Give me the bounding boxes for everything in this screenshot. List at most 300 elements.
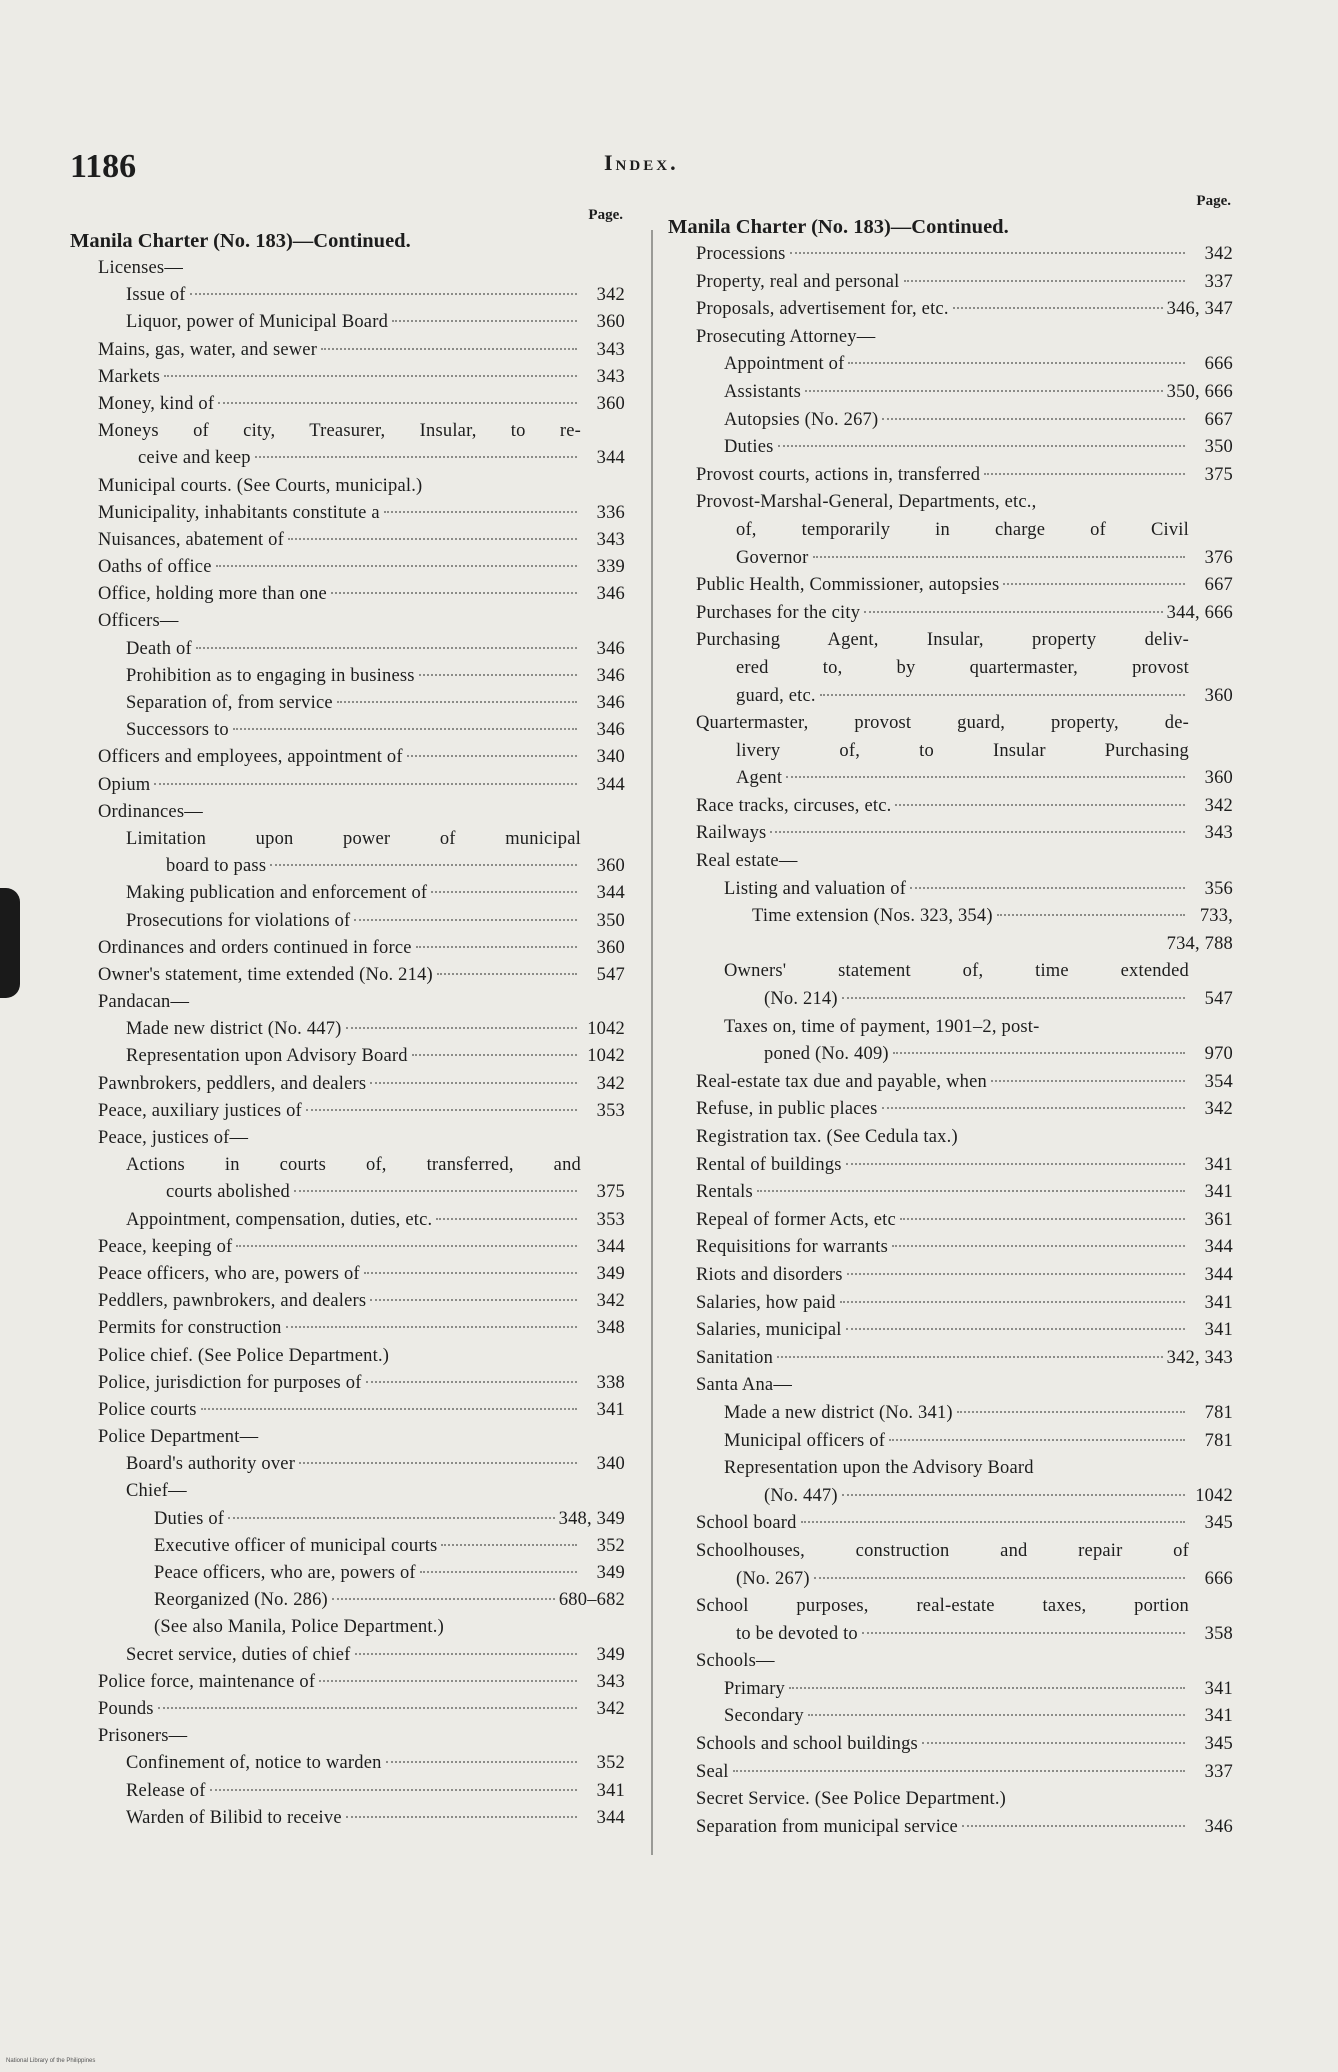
index-entry [70,309,625,336]
scan-credit: National Library of the Philippines [6,2058,96,2064]
entry-label: Prohibition as to engaging in business [126,665,415,686]
index-entry [70,1016,625,1043]
index-entry [70,255,625,282]
entry-page-ref: 344 [596,774,625,795]
entry-label: Purchases for the city [696,602,861,623]
dot-leader [270,864,577,866]
entry-label: Separation of, from service [126,693,333,713]
dot-leader [922,1742,1185,1744]
index-entry [70,1315,625,1342]
entry-label: Peace, justices of— [98,1128,249,1148]
index-entry [668,1786,1233,1814]
dot-leader [331,592,577,594]
entry-label: Prisoners— [98,1726,188,1747]
index-entry [70,799,625,826]
dot-leader [957,1411,1185,1413]
entry-label: Time extension (Nos. 323, 354) [752,906,993,927]
entry-page-ref: 356 [1204,878,1233,899]
entry-page-ref: 360 [1204,768,1233,789]
index-entry [668,1179,1233,1207]
index-entry [668,1731,1233,1759]
entry-label: Santa Ana— [696,1375,793,1396]
index-entry [70,1207,625,1234]
index-entry [668,379,1233,407]
dot-leader [892,1245,1185,1247]
index-entry [668,1400,1233,1428]
index-entry [668,848,1233,876]
entry-page-ref: 341 [1204,1182,1233,1203]
entry-label: ceive and keep [138,448,251,469]
entry-label: Race tracks, circuses, etc. [696,795,892,816]
index-entry [70,962,625,989]
index-entry [668,1483,1233,1511]
entry-label: Moneys of city, Treasurer, Insular, to re- [98,421,581,442]
index-entry [668,1566,1233,1594]
entry-page-ref: 733, [1199,906,1233,927]
entry-page-ref: 342 [1204,1099,1233,1120]
entry-label: (No. 267) [736,1568,810,1589]
entry-label: Made a new district (No. 341) [724,1402,953,1423]
dot-leader [306,1109,577,1111]
entry-page-ref: 667 [1204,409,1233,430]
entry-page-ref: 346 [596,693,625,713]
index-entry [668,1428,1233,1456]
entry-page-ref: 350 [596,910,625,931]
index-entry [668,1096,1233,1124]
index-entry [668,1510,1233,1538]
dot-leader [846,1328,1185,1330]
entry-label: Repeal of former Acts, etc [696,1209,896,1230]
dot-leader [431,891,577,893]
dot-leader [321,348,577,350]
dot-leader [862,1632,1185,1634]
dot-leader [196,647,577,649]
entry-page-ref: 361 [1204,1209,1233,1230]
entry-page-ref: 346 [596,638,625,659]
index-entry [668,738,1233,766]
dot-leader [354,919,577,921]
entry-label: Rentals [696,1182,753,1203]
entry-page-ref: 547 [1204,989,1233,1010]
entry-label: Permits for construction [98,1318,282,1339]
entry-page-ref: 781 [1204,1402,1233,1423]
index-entry [668,1372,1233,1400]
entry-label: Peace, auxiliary justices of [98,1100,302,1121]
entry-label: Provost-Marshal-General, Departments, etc., [696,492,1037,513]
index-entry [70,1478,625,1505]
dot-leader [910,887,1185,889]
entry-page-ref: 340 [596,747,625,768]
dot-leader [770,831,1185,833]
dot-leader [962,1825,1185,1827]
index-entry [668,407,1233,435]
dot-leader [997,914,1185,916]
entry-label: Executive officer of municipal courts [154,1535,438,1556]
entry-page-ref: 353 [596,1209,625,1230]
entry-label: Peddlers, pawnbrokers, and dealers [98,1291,367,1312]
entry-label: Separation from municipal service [696,1816,958,1837]
dot-leader [164,375,577,377]
entry-label: Secret service, duties of chief [126,1644,351,1665]
entry-label: (See also Manila, Police Department.) [154,1617,444,1638]
entry-label: Quartermaster, provost guard, property, de- [696,713,1189,734]
dot-leader [420,1571,577,1573]
index-entry [70,1370,625,1397]
dot-leader [882,1107,1185,1109]
entry-label: Agent [736,768,783,789]
entry-label: (No. 447) [764,1485,838,1506]
index-entry [668,1152,1233,1180]
entry-page-ref: 346 [596,584,625,605]
index-entry [70,554,625,581]
entry-label: Taxes on, time of payment, 1901–2, post- [724,1016,1040,1037]
index-entry [70,1506,625,1533]
index-entry [668,462,1233,490]
index-entry [70,391,625,418]
index-entry [70,608,625,635]
entry-page-ref: 341 [596,1780,625,1801]
entry-page-ref: 666 [1204,354,1233,375]
dot-leader [805,390,1163,392]
entry-page-ref: 666 [1204,1568,1233,1589]
dot-leader [419,674,577,676]
dot-leader [355,1653,577,1655]
index-entry [70,1723,625,1750]
entry-label: Peace officers, who are, powers of [98,1263,360,1284]
index-entry [668,820,1233,848]
entry-label: Duties of [154,1508,225,1529]
entry-label: Peace, keeping of [98,1236,233,1257]
entry-label: courts abolished [166,1182,290,1203]
index-column-left [70,207,625,1832]
entry-page-ref: 350 [1204,437,1233,458]
entry-label: Processions [696,244,786,264]
dot-leader [820,694,1185,696]
dot-leader [991,1080,1185,1082]
entry-label: guard, etc. [736,685,816,706]
entry-label: Board's authority over [126,1454,296,1475]
entry-label: School purposes, real-estate taxes, portion [696,1596,1189,1617]
entry-label: Nuisances, abatement of [98,529,284,550]
entry-label: Pounds [98,1698,154,1719]
index-entry [70,1642,625,1669]
entry-page-ref: 343 [596,366,625,387]
entry-label: Assistants [724,381,802,402]
entry-page-ref: 337 [1204,1761,1233,1782]
entry-page-ref: 1042 [1195,1485,1233,1506]
entry-page-ref: 344 [596,883,625,904]
entry-label: Ordinances and orders continued in force [98,937,412,958]
dot-leader [210,1789,577,1791]
dot-leader [436,1218,577,1220]
index-entry [668,545,1233,573]
dot-leader [777,1356,1163,1358]
index-entry [70,1234,625,1261]
entry-page-ref: 375 [1204,464,1233,485]
entry-page-ref: 337 [1204,271,1233,292]
index-entry [70,880,625,907]
entry-label: board to pass [166,856,267,877]
running-head: Index. [604,150,679,175]
index-entry [668,683,1233,711]
dot-leader [882,418,1185,420]
binding-shadow [0,888,20,998]
index-entry [70,1288,625,1315]
index-entry [70,989,625,1016]
index-entry [668,1069,1233,1097]
entry-label: Issue of [126,285,186,306]
entry-page-ref: 339 [596,557,625,578]
entry-page-ref: 342 [1204,244,1233,264]
entry-label: Successors to [126,720,229,741]
dot-leader [299,1462,577,1464]
entry-page-ref: 344 [596,1807,625,1828]
dot-leader [840,1301,1185,1303]
index-entry [668,241,1233,269]
entry-page-ref: 360 [1204,685,1233,706]
entry-label: Municipality, inhabitants constitute a [98,502,380,523]
index-entry [668,324,1233,352]
entry-label: Municipal courts. (See Courts, municipal.) [98,475,423,496]
index-column-right [668,193,1233,1841]
entry-label: Office, holding more than one [98,584,327,605]
index-entry [70,1071,625,1098]
entry-label: Mains, gas, water, and sewer [98,339,318,360]
dot-leader [813,556,1186,558]
entry-label: Proposals, advertisement for, etc. [696,299,949,320]
index-entry [70,1805,625,1832]
dot-leader [984,473,1185,475]
entry-label: Riots and disorders [696,1264,843,1285]
entry-label: Secret Service. (See Police Department.) [696,1789,1007,1810]
entry-page-ref: 341 [1204,1154,1233,1175]
index-entry [70,744,625,771]
index-entry [70,1560,625,1587]
index-entry [668,434,1233,462]
index-entry [668,489,1233,517]
entry-page-ref: 343 [596,339,625,360]
index-entry [70,473,625,500]
entry-label: Seal [696,1761,729,1782]
entry-page-ref: 344 [1204,1237,1233,1258]
entry-label: Schools— [696,1651,775,1672]
entry-page-ref: 336 [596,502,625,523]
dot-leader [847,1273,1185,1275]
entry-page-ref: 348, 349 [558,1508,625,1529]
entry-page-ref: 346 [596,720,625,741]
entry-page-ref: 345 [1204,1734,1233,1755]
entry-page-ref: 547 [596,964,625,985]
entry-page-ref: 344, 666 [1166,602,1233,623]
index-entry [668,269,1233,297]
dot-leader [332,1598,555,1600]
entry-label: Real estate— [696,851,798,872]
index-entry [668,1290,1233,1318]
entry-label: Schoolhouses, construction and repair of [696,1540,1189,1561]
index-entry [668,296,1233,324]
dot-leader [337,701,577,703]
entry-label: Appointment, compensation, duties, etc. [126,1209,433,1230]
index-entry [668,876,1233,904]
entry-label: Prosecutions for violations of [126,910,351,931]
index-entry [70,663,625,690]
entry-page-ref: 346 [1204,1816,1233,1837]
index-entry [668,1455,1233,1483]
entry-page-ref: 342 [596,1291,625,1312]
entry-label: Representation upon the Advisory Board [724,1458,1034,1479]
entry-label: Requisitions for warrants [696,1237,889,1258]
index-entry [70,1614,625,1641]
index-entry [70,1098,625,1125]
entry-label: to be devoted to [736,1623,858,1644]
entry-page-ref: 349 [596,1263,625,1284]
entry-label: livery of, to Insular Purchasing [736,740,1189,761]
index-entry [70,717,625,744]
index-entry [70,636,625,663]
entry-page-ref: 358 [1204,1623,1233,1644]
index-entry [668,710,1233,738]
index-entry [70,1043,625,1070]
entry-label: poned (No. 409) [764,1044,889,1065]
entry-label: ered to, by quartermaster, provost [736,657,1189,678]
index-entry [668,793,1233,821]
entry-label: of, temporarily in charge of Civil [736,519,1189,540]
index-entry [70,1750,625,1777]
index-entry [70,826,625,853]
page-column-label: Page. [588,207,623,223]
entry-label: Salaries, municipal [696,1320,842,1341]
entry-label: Provost courts, actions in, transferred [696,464,981,485]
index-entry [668,1041,1233,1069]
index-entry [668,1759,1233,1787]
dot-leader [384,511,577,513]
dot-leader [386,1761,577,1763]
entry-label: Making publication and enforcement of [126,883,428,904]
dot-leader [904,280,1185,282]
index-entry [668,572,1233,600]
index-entry [668,1593,1233,1621]
dot-leader [154,783,577,785]
entry-page-ref: 970 [1204,1044,1233,1065]
dot-leader [814,1577,1185,1579]
entry-page-ref: 348 [596,1318,625,1339]
index-entry [70,1451,625,1478]
entry-label: Refuse, in public places [696,1099,878,1120]
entry-label: Real-estate tax due and payable, when [696,1071,987,1092]
dot-leader [294,1190,577,1192]
entry-label: Liquor, power of Municipal Board [126,312,389,333]
dot-leader [201,1408,577,1410]
dot-leader [228,1517,555,1519]
entry-page-ref: 352 [596,1753,625,1774]
entry-label: Ordinances— [98,801,203,822]
page-number: 1186 [70,148,137,185]
entry-label: Release of [126,1780,206,1801]
dot-leader [1003,583,1185,585]
dot-leader [392,320,577,322]
entry-label: Police chief. (See Police Department.) [98,1345,390,1366]
entry-page-ref: 345 [1204,1513,1233,1534]
entry-page-ref: 667 [1204,575,1233,596]
dot-leader [900,1218,1185,1220]
entry-label: Purchasing Agent, Insular, property deliv- [696,630,1189,651]
entry-label: Salaries, how paid [696,1292,836,1313]
dot-leader [236,1245,577,1247]
index-entry [668,1207,1233,1235]
entry-label: Licenses— [98,258,184,278]
entry-page-ref: 342 [596,1073,625,1094]
entry-label: Public Health, Commissioner, autopsies [696,575,1000,596]
index-entry [70,527,625,554]
entry-label: Schools and school buildings [696,1734,918,1755]
dot-leader [864,611,1162,613]
dot-leader [370,1299,577,1301]
index-entry [70,1533,625,1560]
entry-label: Reorganized (No. 286) [154,1590,328,1611]
entry-label: (No. 214) [764,989,838,1010]
dot-leader [288,538,577,540]
entry-label: Peace officers, who are, powers of [154,1563,416,1583]
entry-page-ref: 1042 [587,1019,625,1040]
dot-leader [216,565,577,567]
entry-page-ref: 342, 343 [1166,1347,1233,1368]
column-rule [651,230,653,1855]
entry-page-ref: 342 [1204,795,1233,816]
entry-page-ref: 353 [596,1100,625,1121]
dot-leader [346,1816,577,1818]
entry-page-ref: 340 [596,1454,625,1475]
dot-leader [786,776,1185,778]
dot-leader [412,1054,577,1056]
entry-page-ref: 352 [596,1535,625,1556]
index-entry [668,1538,1233,1566]
index-entry [668,1124,1233,1152]
entry-label: Municipal officers of [724,1430,886,1451]
entry-page-ref: 1042 [587,1046,625,1067]
entry-page-ref: 343 [596,529,625,550]
index-entry [668,351,1233,379]
dot-leader [846,1163,1185,1165]
dot-leader [808,1714,1185,1716]
section-heading: Manila Charter (No. 183)—Continued. [668,216,1009,238]
entry-page-ref: 342 [596,1698,625,1719]
dot-leader [416,946,577,948]
entry-label: Chief— [126,1481,187,1502]
dot-leader [842,1494,1185,1496]
entry-page-ref: 342 [596,285,625,306]
index-entry [70,1125,625,1152]
index-entry [70,1669,625,1696]
entry-page-ref: 341 [1204,1320,1233,1341]
entry-page-ref: 343 [1204,823,1233,844]
index-entry [668,1345,1233,1373]
entry-page-ref: 338 [596,1372,625,1393]
entry-page-ref: 360 [596,856,625,877]
dot-leader [364,1272,577,1274]
entry-label: Oaths of office [98,557,212,578]
index-entry [70,1179,625,1206]
index-entry [668,931,1233,959]
entry-label: Markets [98,366,161,387]
entry-page-ref: 343 [596,1671,625,1692]
entry-label: Actions in courts of, transferred, and [126,1155,581,1176]
entry-label: Pawnbrokers, peddlers, and dealers [98,1073,367,1094]
dot-leader [441,1544,577,1546]
entry-label: Police force, maintenance of [98,1671,316,1692]
entry-label: School board [696,1513,797,1534]
index-entry [70,853,625,880]
index-entry [668,1014,1233,1042]
